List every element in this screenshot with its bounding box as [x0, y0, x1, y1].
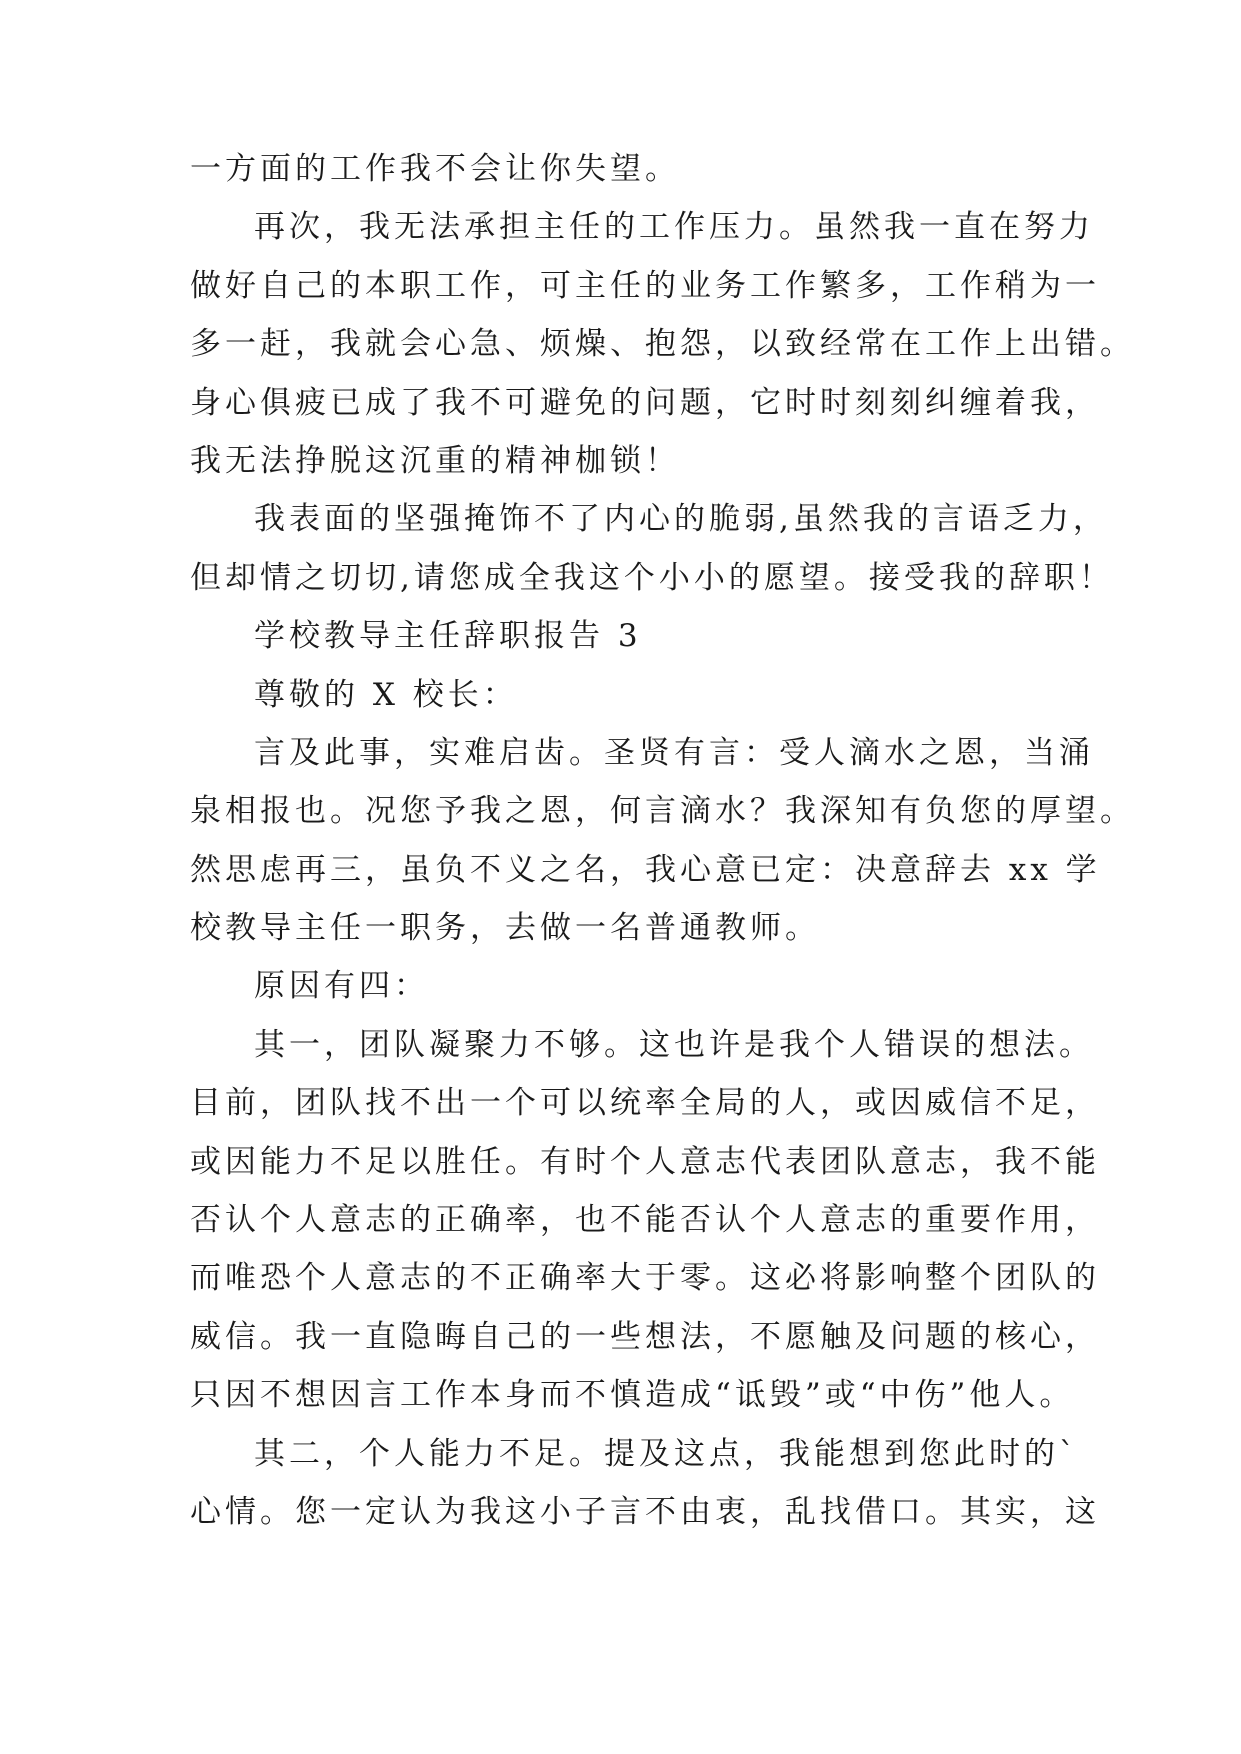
- text-line: 其一，团队凝聚力不够。这也许是我个人错误的想法。: [254, 1026, 1094, 1063]
- text-line: 泉相报也。况您予我之恩，何言滴水？我深知有负您的厚望。: [190, 793, 1135, 830]
- text-line: 学校教导主任辞职报告 3: [254, 618, 642, 655]
- text-line: 我无法挣脱这沉重的精神枷锁！: [190, 442, 680, 479]
- text-line: 威信。我一直隐晦自己的一些想法，不愿触及问题的核心，: [190, 1318, 1100, 1355]
- text-line: 否认个人意志的正确率，也不能否认个人意志的重要作用，: [190, 1202, 1100, 1239]
- text-line: 而唯恐个人意志的不正确率大于零。这必将影响整个团队的: [190, 1260, 1100, 1297]
- text-line: 我表面的坚强掩饰不了内心的脆弱,虽然我的言语乏力，: [254, 501, 1108, 538]
- text-line: 然思虑再三，虽负不义之名，我心意已定：决意辞去 xx 学: [190, 851, 1101, 888]
- text-line: 目前，团队找不出一个可以统率全局的人，或因威信不足，: [190, 1085, 1100, 1122]
- text-line: 多一赶，我就会心急、烦燥、抱怨，以致经常在工作上出错。: [190, 326, 1135, 363]
- text-line: 身心俱疲已成了我不可避免的问题，它时时刻刻纠缠着我，: [190, 384, 1100, 421]
- text-line: 校教导主任一职务，去做一名普通教师。: [190, 910, 820, 947]
- text-line: 做好自己的本职工作，可主任的业务工作繁多，工作稍为一: [190, 267, 1100, 304]
- document-body: [190, 140, 1135, 1541]
- text-line: 尊敬的 X 校长：: [254, 676, 518, 713]
- text-line: 其二，个人能力不足。提及这点，我能想到您此时的`: [254, 1435, 1079, 1472]
- text-line: 言及此事，实难启齿。圣贤有言：受人滴水之恩，当涌: [254, 734, 1094, 771]
- text-line: 或因能力不足以胜任。有时个人意志代表团队意志，我不能: [190, 1143, 1100, 1180]
- text-line: 心情。您一定认为我这小子言不由衷，乱找借口。其实，这: [190, 1493, 1100, 1530]
- text-line: 一方面的工作我不会让你失望。: [190, 151, 680, 187]
- text-line: 原因有四：: [254, 968, 429, 1005]
- text-line: 只因不想因言工作本身而不慎造成“诋毁”或“中伤”他人。: [190, 1377, 1075, 1414]
- text-line: 再次，我无法承担主任的工作压力。虽然我一直在努力: [254, 209, 1094, 246]
- text-line: 但却情之切切,请您成全我这个小小的愿望。接受我的辞职！: [190, 559, 1114, 596]
